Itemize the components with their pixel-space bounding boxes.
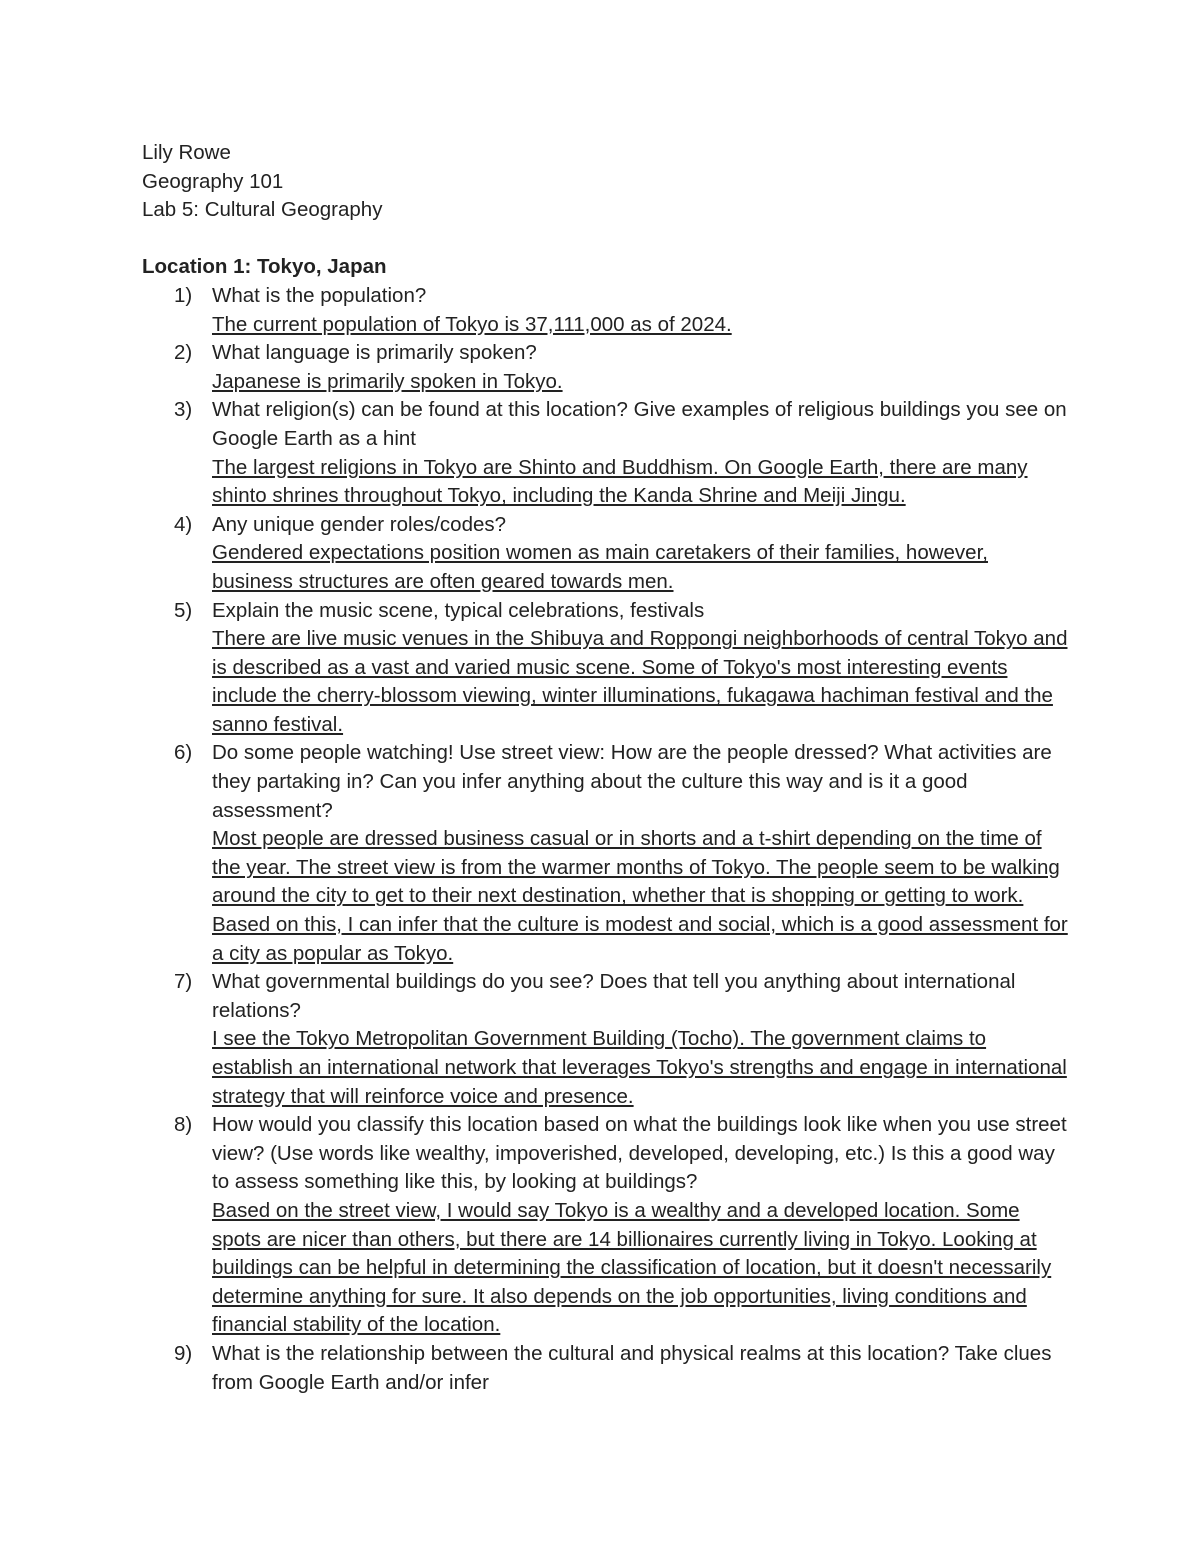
question-number: 2) xyxy=(174,341,193,365)
question-item-6 xyxy=(142,739,1072,968)
question-text: How would you classify this location based on what the buildings look like when you use street view? (Use words like wealthy, impoverished, developed, developing, etc.) Is this a good way to assess something like this, by looking at buildings? xyxy=(212,1113,1067,1194)
answer-text: I see the Tokyo Metropolitan Government Building (Tocho). The government claims to establish an international network that leverages Tokyo's strengths and engage in international strategy that will reinforce voice and presence. xyxy=(212,1027,1067,1108)
course-name: Geography 101 xyxy=(142,169,284,193)
question-item-8 xyxy=(142,1111,1072,1340)
answer-text: The current population of Tokyo is 37,111,000 as of 2024. xyxy=(212,312,732,336)
document-page xyxy=(142,139,1072,1397)
spacer xyxy=(142,225,1072,254)
answer-text: There are live music venues in the Shibuya and Roppongi neighborhoods of central Tokyo and is described as a vast and varied music scene. Some of Tokyo's most interesting events include the cherry-blossom viewing, winter illuminations, fukagawa hachiman festival and the sanno festival. xyxy=(212,627,1068,736)
question-text: Any unique gender roles/codes? xyxy=(212,512,507,536)
question-number: 7) xyxy=(174,970,193,994)
question-number: 6) xyxy=(174,741,193,765)
question-number: 8) xyxy=(174,1113,193,1137)
question-number: 4) xyxy=(174,512,193,536)
answer-text: Most people are dressed business casual or in shorts and a t-shirt depending on the time of the year. The street view is from the warmer months of Tokyo. The people seem to be walking around the city to get to their next destination, whether that is shopping or getting to work. Based on this, I can infer that the culture is modest and social, which is a good assessment for a city as popular as Tokyo. xyxy=(212,827,1068,965)
student-name: Lily Rowe xyxy=(142,141,231,164)
lab-title: Lab 5: Cultural Geography xyxy=(142,198,383,222)
question-item-1 xyxy=(142,282,1072,339)
question-number: 1) xyxy=(174,283,193,307)
question-text: What language is primarily spoken? xyxy=(212,341,537,365)
question-text: Do some people watching! Use street view: How are the people dressed? What activities are they partaking in? Can you infer anything about the culture this way and is it a good assessment? xyxy=(212,741,1052,822)
question-number: 5) xyxy=(174,598,193,622)
answer-text: Gendered expectations position women as main caretakers of their families, however, business structures are often geared towards men. xyxy=(212,541,988,593)
question-item-3 xyxy=(142,396,1072,510)
question-text: What is the population? xyxy=(212,283,427,307)
question-list xyxy=(142,282,1072,1397)
question-text: What is the relationship between the cultural and physical realms at this location? Take clues from Google Earth and/or infer xyxy=(212,1341,1052,1394)
section-title: Location 1: Tokyo, Japan xyxy=(142,255,387,279)
question-item-5 xyxy=(142,597,1072,740)
question-item-9 xyxy=(142,1340,1072,1397)
question-item-4 xyxy=(142,511,1072,597)
question-item-7 xyxy=(142,968,1072,1111)
question-text: What governmental buildings do you see? Does that tell you anything about international relations? xyxy=(212,970,1016,1022)
question-number: 9) xyxy=(174,1341,193,1365)
answer-text: The largest religions in Tokyo are Shinto and Buddhism. On Google Earth, there are many shinto shrines throughout Tokyo, including the Kanda Shrine and Meiji Jingu. xyxy=(212,455,1028,508)
question-text: Explain the music scene, typical celebrations, festivals xyxy=(212,598,705,622)
answer-text: Japanese is primarily spoken in Tokyo. xyxy=(212,369,563,393)
question-number: 3) xyxy=(174,398,193,422)
question-item-2 xyxy=(142,339,1072,396)
answer-text: Based on the street view, I would say Tokyo is a wealthy and a developed location. Some spots are nicer than others, but there are 14 billionaires currently living in Tokyo. Looking at buildings can be helpful in determining the classification of location, but it doesn't necessarily determine anything for sure. It also depends on the job opportunities, living conditions and financial stability of the location. xyxy=(212,1198,1052,1337)
question-text: What religion(s) can be found at this location? Give examples of religious buildings you see on Google Earth as a hint xyxy=(212,398,1067,450)
